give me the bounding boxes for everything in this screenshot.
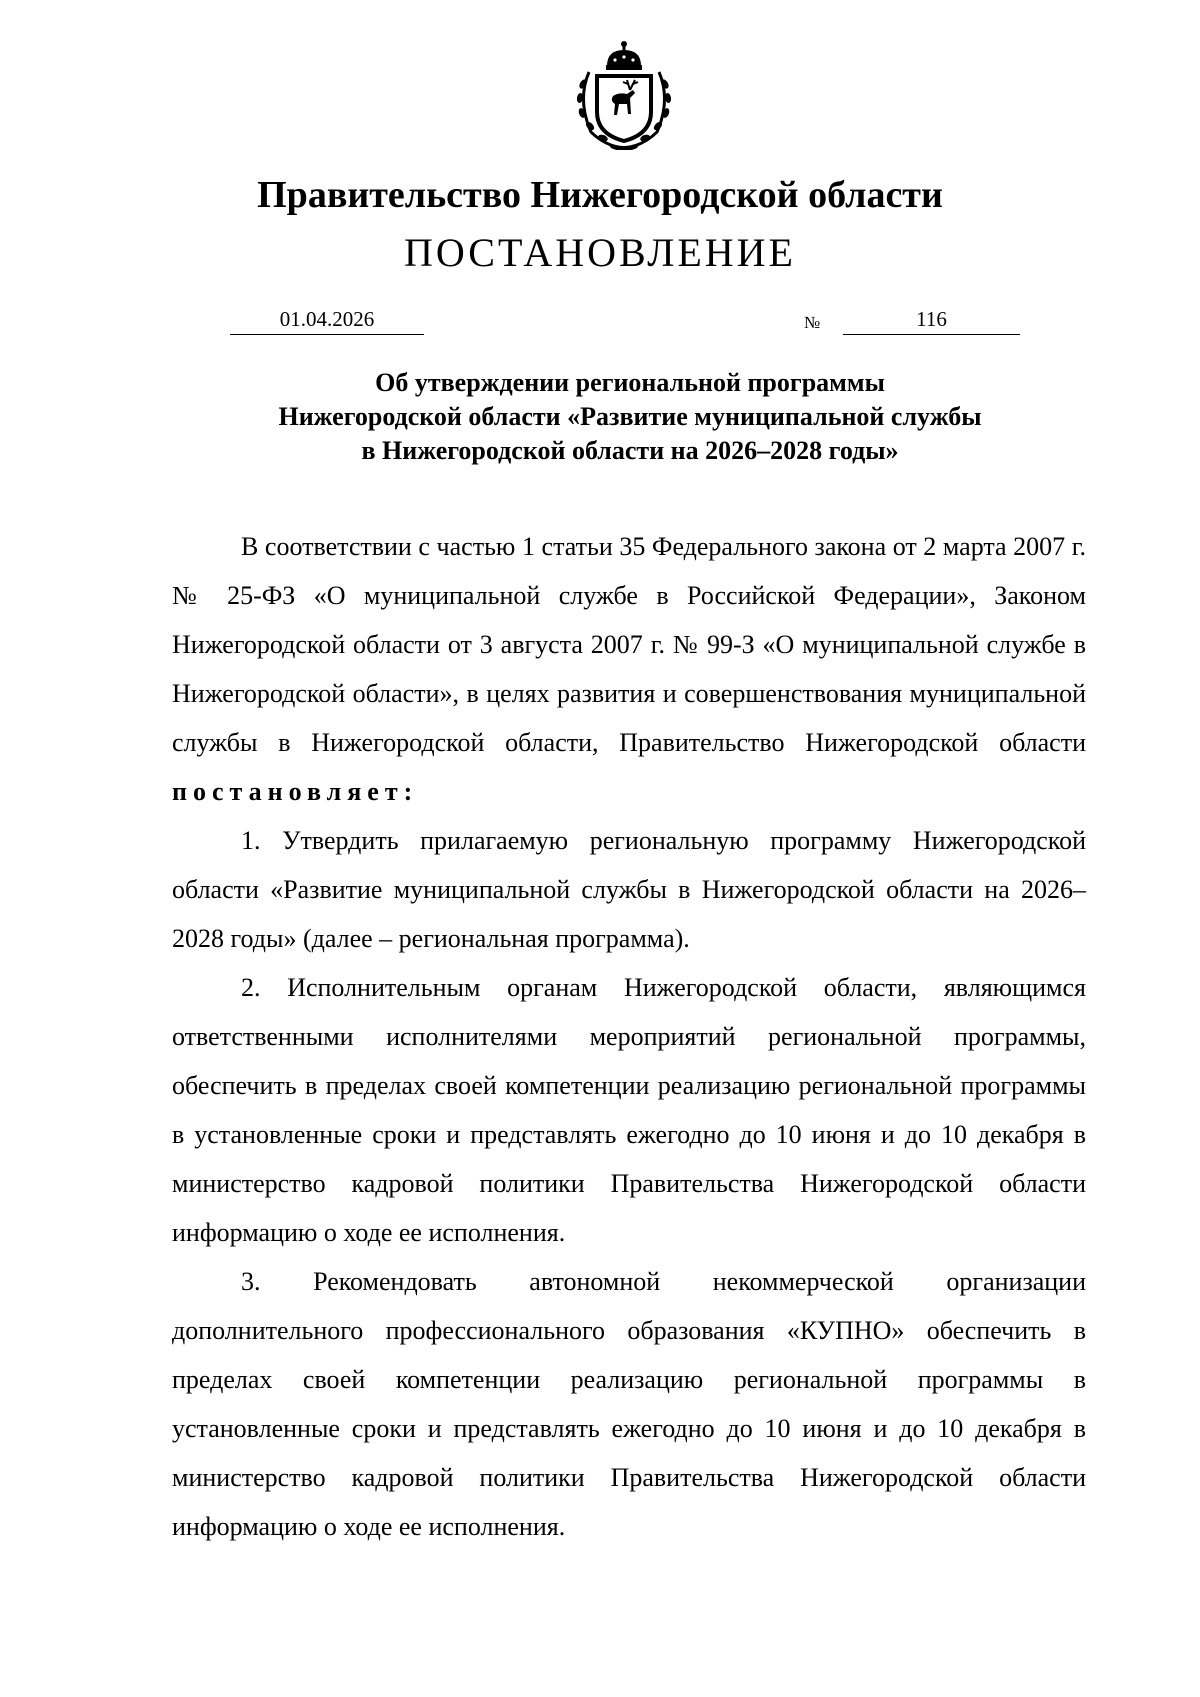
document-body [172,522,1086,1551]
document-type: ПОСТАНОВЛЕНИЕ [404,230,796,275]
document-title [170,366,1090,468]
title-line: в Нижегородской области на 2026–2028 годы» [361,436,899,465]
coat-of-arms-icon [563,38,685,150]
item-paragraph-2: 2. Исполнительным органам Нижегородской области, являющимся ответственными исполнителями мероприятий региональной программы, обеспечить в пределах своей компетенции реализацию региональной программы в установленные сроки и представлять ежегодно до 10 июня и до 10 декабря в министерство кадровой политики Правительства Нижегородской области информацию о ходе ее исполнения. [172,973,1086,1247]
number-label: № [804,313,821,332]
title-line: Об утверждении региональной программы [375,368,885,397]
preamble-paragraph [172,522,1086,816]
item-paragraph-1: 1. Утвердить прилагаемую региональную программу Нижегородской области «Развитие муниципальной службы в Нижегородской области на 2026–2028 годы» (далее – региональная программа). [172,826,1086,953]
organization-name: Правительство Нижегородской области [257,174,943,216]
document-date: 01.04.2026 [230,306,424,335]
decree-word: постановляет: [172,777,419,806]
preamble-text: В соответствии с частью 1 статьи 35 Федерального закона от 2 марта 2007 г. № 25-ФЗ «О муниципальной службе в Российской Федерации», Законом Нижегородской области от 3 августа 2007 г. № 99-З «О муниципальной службе в Нижегородской области», в целях развития и совершенствования муниципальной службы в Нижегородской области, Правительство Нижегородской области [172,532,1086,757]
item-paragraph-3: 3. Рекомендовать автономной некоммерческой организации дополнительного профессионального образования «КУПНО» обеспечить в пределах своей компетенции реализацию региональной программы в установленные сроки и представлять ежегодно до 10 июня и до 10 декабря в министерство кадровой политики Правительства Нижегородской области информацию о ходе ее исполнения. [172,1267,1086,1541]
document-number: 116 [843,306,1020,335]
title-line: Нижегородской области «Развитие муниципальной службы [278,402,982,431]
